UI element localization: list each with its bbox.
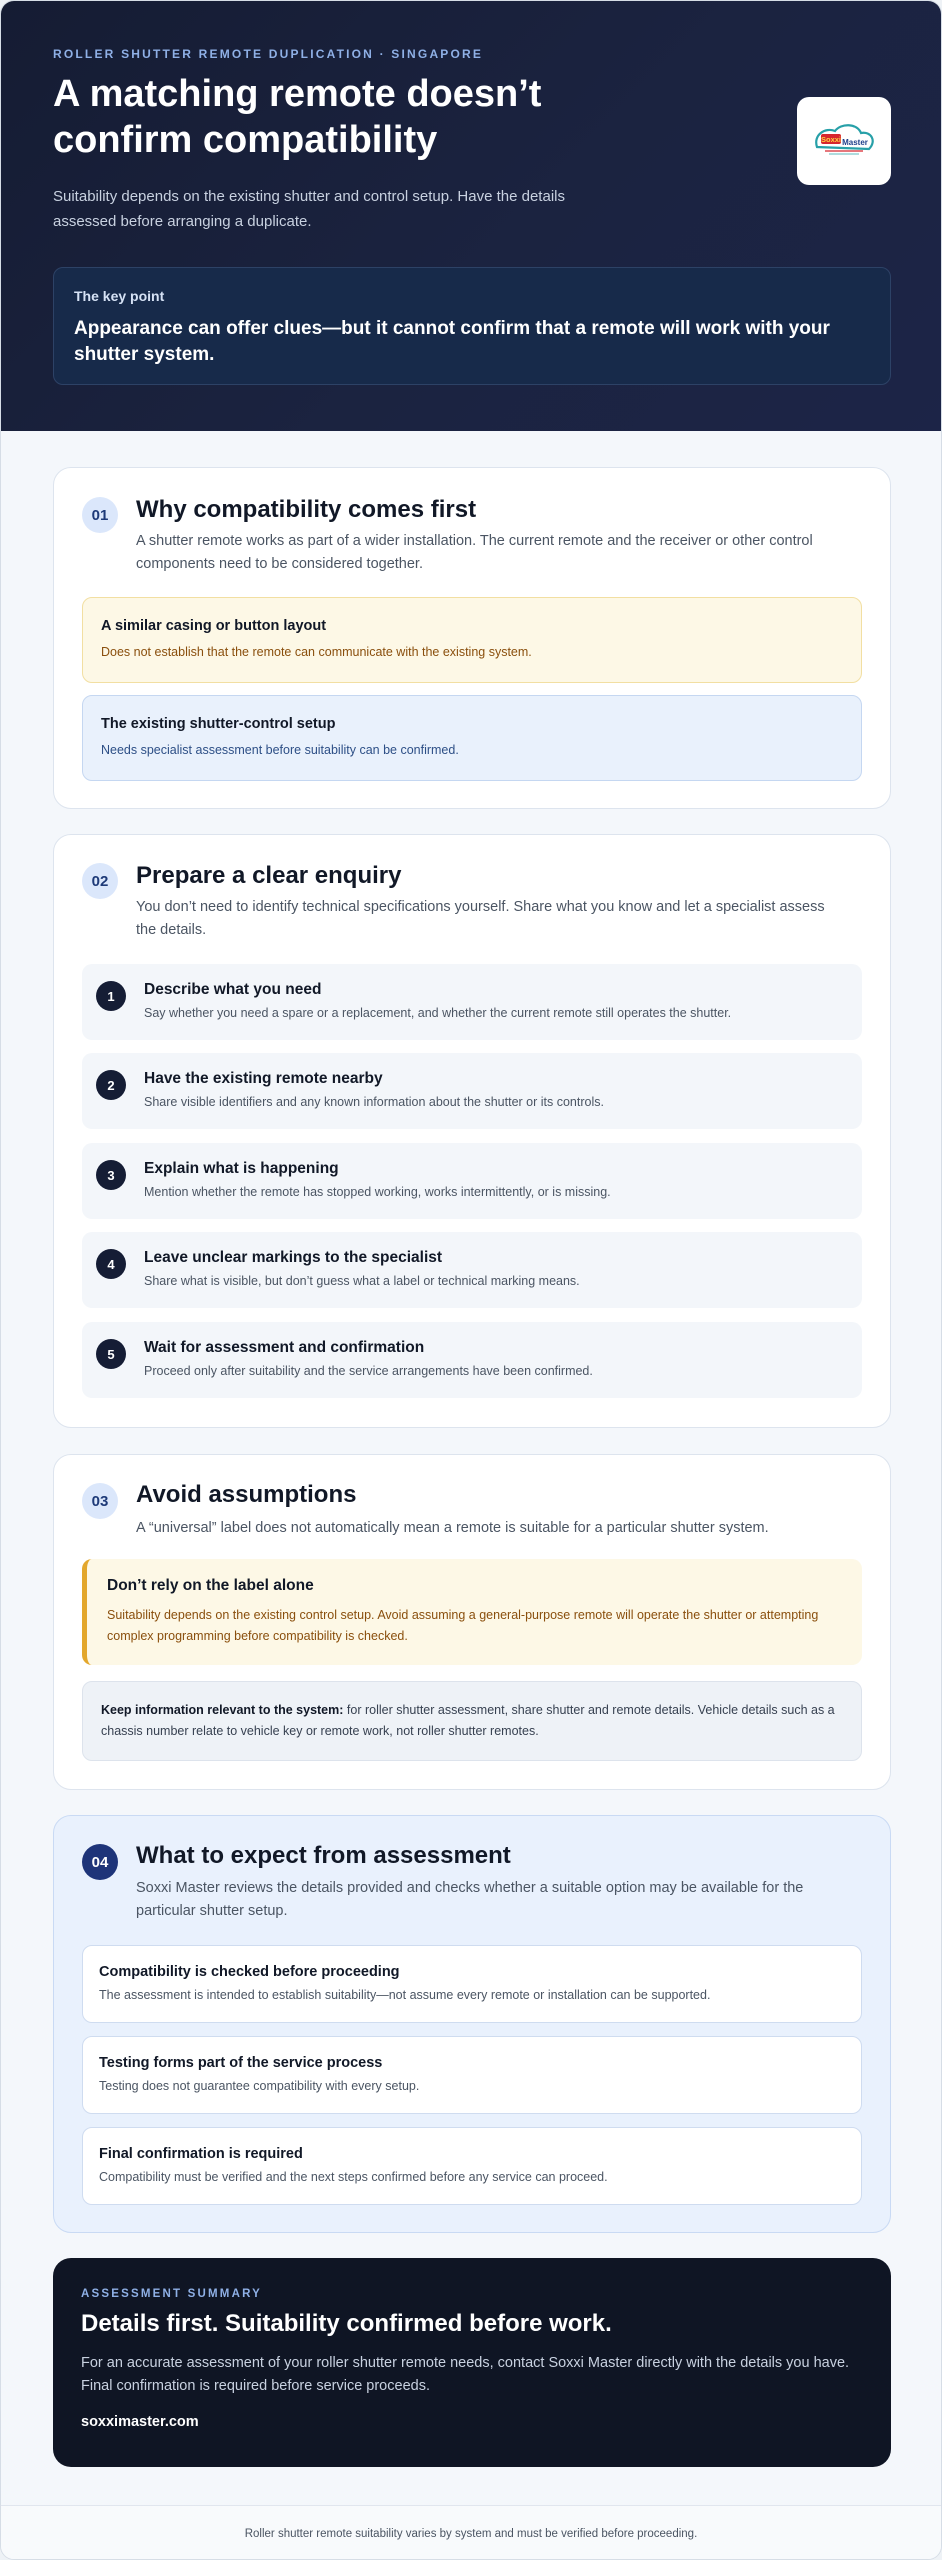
info-bold-text: Keep information relevant to the system: — [101, 1703, 344, 1717]
section-number-badge: 02 — [82, 863, 118, 899]
section-description: A “universal” label does not automatically mean a remote is suitable for a particular shutter system. — [136, 1520, 769, 1536]
section-enquiry — [53, 834, 891, 1428]
section-title: What to expect from assessment — [136, 1842, 511, 1869]
section-assessment — [53, 1815, 891, 2233]
expectation-item — [82, 1945, 862, 2023]
info-callout — [82, 1681, 862, 1761]
step-title: Leave unclear markings to the specialist — [144, 1249, 443, 1266]
brand-logo — [797, 97, 891, 185]
section-number-badge: 04 — [82, 1844, 118, 1880]
section-description: You don’t need to identify technical specifications yourself. Share what you know and let a specialist assess the details. — [136, 899, 825, 938]
hero-eyebrow: ROLLER SHUTTER REMOTE DUPLICATION · SINGAPORE — [53, 47, 484, 61]
section-title: Why compatibility comes first — [136, 496, 477, 523]
section-title: Avoid assumptions — [136, 1481, 357, 1508]
step-title: Describe what you need — [144, 981, 322, 998]
page-title: A matching remote doesn’t confirm compatibility — [53, 73, 542, 161]
section-description: A shutter remote works as part of a wider installation. The current remote and the receiver or other control components need to be considered together. — [136, 533, 813, 572]
note-text: Does not establish that the remote can communicate with the existing system. — [101, 645, 532, 659]
key-point-box — [53, 267, 891, 385]
warning-text: Suitability depends on the existing control setup. Avoid assuming a general-purpose remote will operate the shutter or attempting complex programming before compatibility is checked. — [107, 1608, 819, 1643]
step-number: 1 — [96, 981, 126, 1011]
step-title: Wait for assessment and confirmation — [144, 1339, 425, 1356]
note-setup — [82, 695, 862, 781]
logo-text-1: Soxxi — [820, 135, 842, 144]
summary-eyebrow: ASSESSMENT SUMMARY — [81, 2288, 263, 2300]
expectation-title: Testing forms part of the service process — [99, 2055, 383, 2071]
website-link[interactable]: soxximaster.com — [81, 2414, 199, 2430]
section-number-badge: 03 — [82, 1483, 118, 1519]
logo-text-2: Master — [842, 138, 868, 147]
step-text: Share visible identifiers and any known information about the shutter or its controls. — [144, 1095, 604, 1109]
expectation-text: Testing does not guarantee compatibility with every setup. — [99, 2079, 420, 2093]
step-text: Say whether you need a spare or a replacement, and whether the current remote still operates the shutter. — [144, 1006, 732, 1020]
hero-header — [1, 1, 941, 431]
logo-icon — [811, 121, 877, 161]
step-number: 3 — [96, 1160, 126, 1190]
note-casing — [82, 597, 862, 683]
step-item — [82, 1232, 862, 1308]
expectation-item — [82, 2127, 862, 2205]
step-number: 2 — [96, 1070, 126, 1100]
footer-disclaimer: Roller shutter remote suitability varies by system and must be verified before proceeding. — [1, 2505, 941, 2560]
step-item — [82, 964, 862, 1040]
summary-text: For an accurate assessment of your roller shutter remote needs, contact Soxxi Master directly with the details you have. Final confirmation is required before service proceeds. — [81, 2355, 850, 2394]
note-title: A similar casing or button layout — [101, 618, 327, 634]
section-number-badge: 01 — [82, 497, 118, 533]
expectation-title: Compatibility is checked before proceeding — [99, 1964, 400, 1980]
section-compatibility — [53, 467, 891, 809]
expectation-item — [82, 2036, 862, 2114]
note-text: Needs specialist assessment before suitability can be confirmed. — [101, 743, 459, 757]
expectation-text: The assessment is intended to establish suitability—not assume every remote or installation can be supported. — [99, 1988, 711, 2002]
step-item — [82, 1143, 862, 1219]
section-assumptions — [53, 1454, 891, 1790]
step-text: Mention whether the remote has stopped working, works intermittently, or is missing. — [144, 1185, 611, 1199]
assessment-summary — [53, 2258, 891, 2467]
section-title: Prepare a clear enquiry — [136, 862, 402, 889]
warning-title: Don’t rely on the label alone — [107, 1577, 314, 1594]
step-number: 5 — [96, 1339, 126, 1369]
step-text: Share what is visible, but don’t guess what a label or technical marking means. — [144, 1274, 580, 1288]
key-point-text: Appearance can offer clues—but it cannot confirm that a remote will work with your shutter system. — [74, 318, 830, 365]
step-number: 4 — [96, 1249, 126, 1279]
step-title: Have the existing remote nearby — [144, 1070, 383, 1087]
step-text: Proceed only after suitability and the service arrangements have been confirmed. — [144, 1364, 593, 1378]
info-text: for roller shutter assessment, share shutter and remote details. Vehicle details such as a chassis number relate to vehicle key or remote work, not roller shutter remotes. — [101, 1703, 835, 1738]
step-title: Explain what is happening — [144, 1160, 339, 1177]
expectation-title: Final confirmation is required — [99, 2146, 303, 2162]
section-description: Soxxi Master reviews the details provided and checks whether a suitable option may be available for the particular shutter setup. — [136, 1880, 804, 1919]
step-item — [82, 1053, 862, 1129]
hero-subtitle: Suitability depends on the existing shutter and control setup. Have the details assessed before arranging a duplicate. — [53, 188, 565, 230]
step-item — [82, 1322, 862, 1398]
note-title: The existing shutter-control setup — [101, 716, 336, 732]
expectation-text: Compatibility must be verified and the next steps confirmed before any service can proceed. — [99, 2170, 608, 2184]
summary-title: Details first. Suitability confirmed before work. — [81, 2310, 612, 2337]
key-point-label: The key point — [74, 288, 165, 304]
warning-callout — [82, 1559, 862, 1665]
